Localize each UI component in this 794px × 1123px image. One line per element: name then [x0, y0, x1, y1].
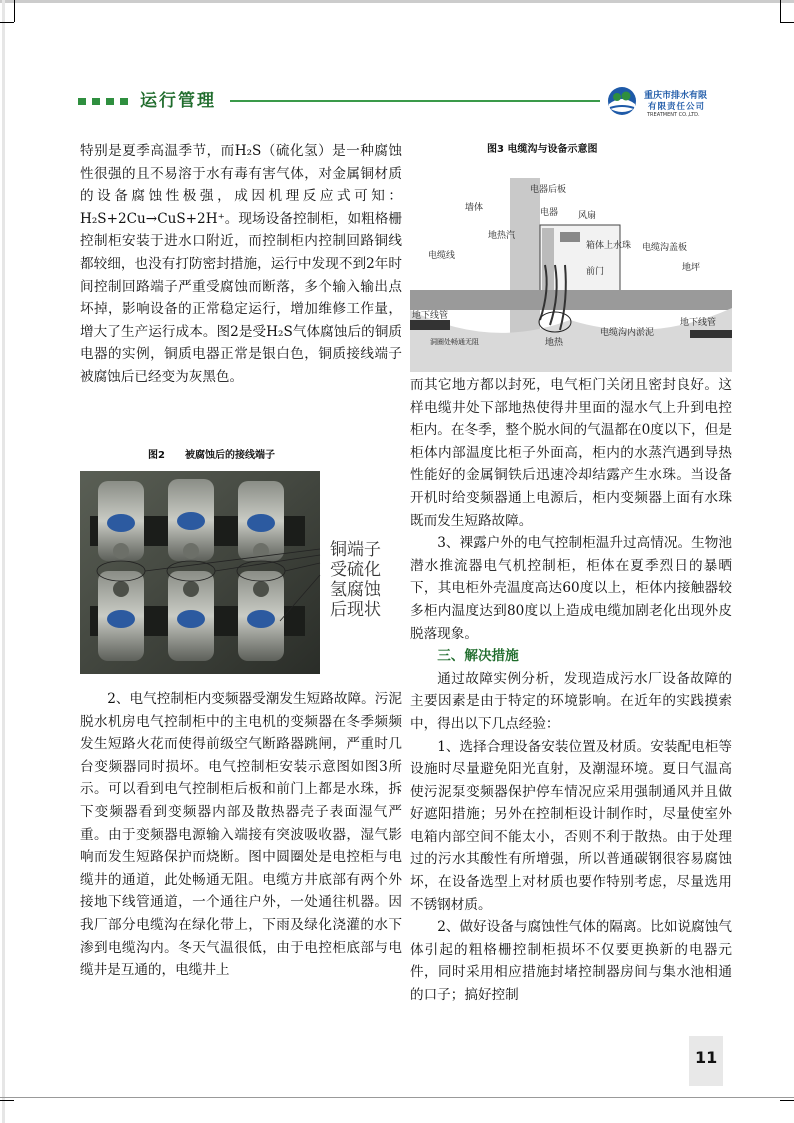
- paragraph: 2、电气控制柜内变频器受潮发生短路故障。污泥脱水机房电气控制柜中的主电机的变频器在冬季频频发生短路火花而使得前级空气断路器跳闸，严重时几台变频器同时损坏。电气控制柜安装示意图如图3所示。可以看到电气控制柜后板和前门上都是水珠，拆下变频器看到变频器内部及散热器壳子表面湿气严重。由于变频器电源输入端接有突波吸收器，湿气影响而发生短路保护而烧断。图中圆圈处是电控柜与电缆井的通道，此处畅通无阻。电缆方井底部有两个外接地下线管通道，一个通往户外，一处通往机器。因我厂部分电缆沟在绿化带上，下雨及绿化浇灌的水下渗到电缆沟内。冬天气温很低，由于电控柜底部与电缆井是互通的，电缆井上: [80, 691, 402, 979]
- paragraph: 通过故障实例分析，发现造成污水厂设备故障的主要因素是由于特定的环境影响。在近年的实践摸索中，得出以下几点经验：: [410, 670, 732, 732]
- diagram-label-unblocked: 洞圈处畅通无阻: [430, 338, 479, 346]
- header-square: [120, 98, 128, 105]
- logo-text-line2: 有限责任公司: [648, 102, 706, 112]
- page-top-border: [0, 0, 794, 3]
- header-square: [92, 98, 100, 105]
- header-rule: [230, 100, 600, 102]
- diagram-label-water-drops: 箱体上水珠: [586, 241, 632, 251]
- paragraph: 2、做好设备与腐蚀性气体的隔离。比如说腐蚀气体引起的粗格栅控制柜损坏不仅要更换新的电器元件，同时采用相应措施封堵控制器房间与集水池相通的口子；搞好控制: [410, 919, 732, 1004]
- diagram-label-floor: 地坪: [682, 263, 701, 273]
- diagram-label-front-door: 前门: [586, 267, 605, 277]
- paragraph: 特别是夏季高温季节，而H₂S（硫化氢）是一种腐蚀性很强的且不易溶于水有毒有害气体，对金属铜材质的设备腐蚀性极强，成因机理反应式可知：H₂S+2Cu→CuS+2H⁺。现场设备控制柜，如粗格栅控制柜安装于进水口附近，而控制柜内控制回路铜线都较细，也没有打防密封措施，运行中发现不到2年时间控制回路端子严重受腐蚀而断落，多个输入输出点坏掉，影响设备的正常稳定运行，增加维修工作量，增大了生产运行成本。图2是受H₂S气体腐蚀后的铜质电器的实例，铜质电器正常是银白色，铜质接线端子被腐蚀后已经变为灰黑色。: [80, 143, 402, 385]
- page-number-box: [689, 1036, 723, 1086]
- diagram-label-back-panel: 电器后板: [530, 185, 567, 195]
- diagram-label-underground-left: 地下线管: [412, 311, 449, 321]
- diagram-label-wall: 墙体: [465, 203, 484, 213]
- diagram-label-silt: 电缆沟内淤泥: [600, 328, 655, 338]
- diagram-label-ground-heat: 地热: [545, 338, 564, 348]
- diagram-label-hot-vapor: 地热汽: [488, 231, 516, 241]
- crop-mark: [14, 0, 15, 22]
- diagram-label-electrical: 电器: [540, 208, 559, 218]
- header-square: [78, 98, 86, 105]
- crop-mark: [780, 22, 794, 23]
- diagram-label-fan: 风扇: [578, 211, 597, 221]
- crop-mark: [780, 0, 781, 22]
- paragraph: 3、裸露户外的电气控制柜温升过高情况。生物池潜水推流器电气机控制柜，柜体在夏季烈日的暴晒下，其电柜外壳温度高达60度以上，柜体内接触器较多柜内温度达到80度以上造成电缆加剧老化出现外皮脱落现象。: [410, 535, 732, 642]
- page-left-border: [2, 0, 5, 1123]
- logo-text-line1: 重庆市排水有限: [644, 91, 708, 101]
- logo-text-line3: TREATMENT CO.,LTD.: [647, 112, 700, 118]
- header-square: [106, 98, 114, 105]
- page-bottom-rule: [0, 1097, 794, 1098]
- diagram-label-trench-cover: 电缆沟盖板: [642, 243, 688, 253]
- crop-mark: [780, 1100, 794, 1101]
- left-column-top: [80, 140, 402, 389]
- figure-3-caption: 图3 电缆沟与设备示意图: [487, 144, 598, 155]
- figure-3-diagram: [410, 170, 732, 372]
- diagram-label-cable: 电缆线: [428, 251, 456, 261]
- section-title: 运行管理: [140, 91, 216, 111]
- left-column-bottom: [80, 688, 402, 982]
- diagram-label-underground-right: 地下线管: [680, 318, 717, 328]
- page-number: 11: [695, 1048, 718, 1067]
- crop-mark: [0, 22, 14, 23]
- figure-2-caption: 图2 被腐蚀后的接线端子: [148, 450, 275, 461]
- crop-mark: [0, 1100, 14, 1101]
- figure-2-annotation: 铜端子受硫化氢腐蚀后现状: [330, 540, 381, 620]
- company-logo-icon: [606, 86, 638, 116]
- paragraph: 1、选择合理设备安装位置及材质。安装配电柜等设施时尽量避免阳光直射，及潮湿环境。夏日气温高使污泥泵变频器保护停车情况应采用强制通风并且做好遮阳措施；另外在控制柜设计制作时，尽量使室外电箱内部空间不能太小，否则不利于散热。由于处理过的污水其酸性有所增强，所以普通碳钢很容易腐蚀坏，在设备选型上对材质也要作特别考虑，尽量选用不锈钢材质。: [410, 738, 732, 913]
- right-column-body: [410, 374, 732, 1007]
- section-heading: 三、解决措施: [437, 648, 519, 665]
- paragraph: 而其它地方都以封死，电气柜门关闭且密封良好。这样电缆井处下部地热使得井里面的湿水气上升到电控柜内。在冬季，整个脱水间的气温都在0度以下，但是柜体内部温度比柜子外面高，柜内的水蒸汽遇到导热性能好的金属铜铁后迅速冷却结露产生水珠。当设备开机时给变频器通上电源后，柜内变频器上面有水珠既而发生短路故障。: [410, 377, 732, 529]
